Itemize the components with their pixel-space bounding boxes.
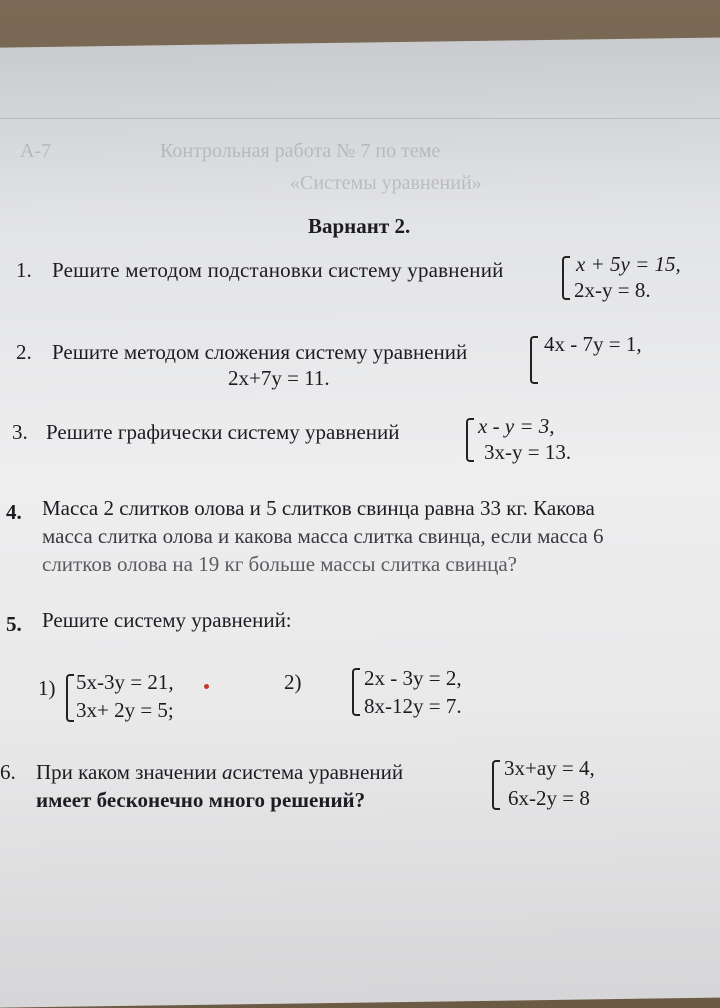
task-5-sub2-eq2: 8x-12y = 7. bbox=[364, 694, 462, 718]
faded-header-line1: Контрольная работа № 7 по теме bbox=[160, 140, 441, 162]
task-1-number: 1. bbox=[16, 258, 32, 282]
task-6-line1-text: При каком значении bbox=[36, 760, 217, 784]
faded-header-code: А-7 bbox=[20, 140, 52, 162]
task-5-sub1-eq1: 5x-3y = 21, bbox=[76, 670, 174, 694]
task-5-text: Решите систему уравнений: bbox=[42, 608, 292, 632]
task-5-sub2-label: 2) bbox=[284, 670, 302, 694]
task-2-eq2: 2x+7y = 11. bbox=[228, 366, 330, 390]
task-4-line2: масса слитка олова и какова масса слитка свинца, если масса 6 bbox=[42, 524, 604, 548]
task-1-text: Решите методом подстановки систему уравнений bbox=[52, 258, 504, 282]
faded-header-line2: «Системы уравнений» bbox=[290, 172, 482, 194]
task-5-number: 5. bbox=[6, 612, 22, 636]
task-6-number: 6. bbox=[0, 760, 16, 784]
task-3-text: Решите графически систему уравнений bbox=[46, 420, 400, 444]
task-1-eq2: 2x-y = 8. bbox=[574, 278, 651, 302]
task-3-eq2: 3x-y = 13. bbox=[484, 440, 572, 464]
task-1-eq1: x + 5y = 15, bbox=[576, 252, 681, 276]
task-6-line1 bbox=[36, 760, 403, 785]
variant-title: Варнант 2. bbox=[308, 214, 411, 238]
task-6-eq2: 6x-2y = 8 bbox=[508, 786, 590, 810]
task-3-eq1: x - y = 3, bbox=[478, 414, 555, 438]
task-6-brace bbox=[492, 760, 500, 810]
task-5-sub2-brace bbox=[352, 668, 360, 716]
task-5-sub1-eq2: 3x+ 2y = 5; bbox=[76, 698, 174, 722]
task-2-text: Решите методом сложения систему уравнений bbox=[52, 340, 468, 364]
task-1-brace bbox=[562, 256, 570, 300]
task-2-eq1: 4x - 7y = 1, bbox=[544, 332, 642, 356]
task-4-line1: Масса 2 слитков олова и 5 слитков свинца равна 33 кг. Какова bbox=[42, 496, 595, 520]
red-mark bbox=[204, 684, 209, 689]
task-4-line3: слитков олова на 19 кг больше массы слитка свинца? bbox=[42, 552, 517, 576]
task-5-sub1-brace bbox=[66, 674, 74, 722]
task-3-brace bbox=[466, 418, 474, 462]
task-6-eq1: 3x+ay = 4, bbox=[504, 756, 595, 780]
task-2-number: 2. bbox=[16, 340, 32, 364]
task-5-sub1-label: 1) bbox=[38, 676, 56, 700]
task-4-number: 4. bbox=[6, 500, 22, 524]
task-3-number: 3. bbox=[12, 420, 28, 444]
task-2-brace bbox=[530, 336, 538, 384]
task-5-sub2-eq1: 2x - 3y = 2, bbox=[364, 666, 462, 690]
header-rule bbox=[0, 118, 720, 119]
task-6-var: a bbox=[222, 760, 233, 784]
task-6-line1b: система уравнений bbox=[232, 760, 404, 784]
faded-header bbox=[0, 132, 720, 192]
task-6-line2: имеет бесконечно много решений? bbox=[36, 788, 366, 812]
